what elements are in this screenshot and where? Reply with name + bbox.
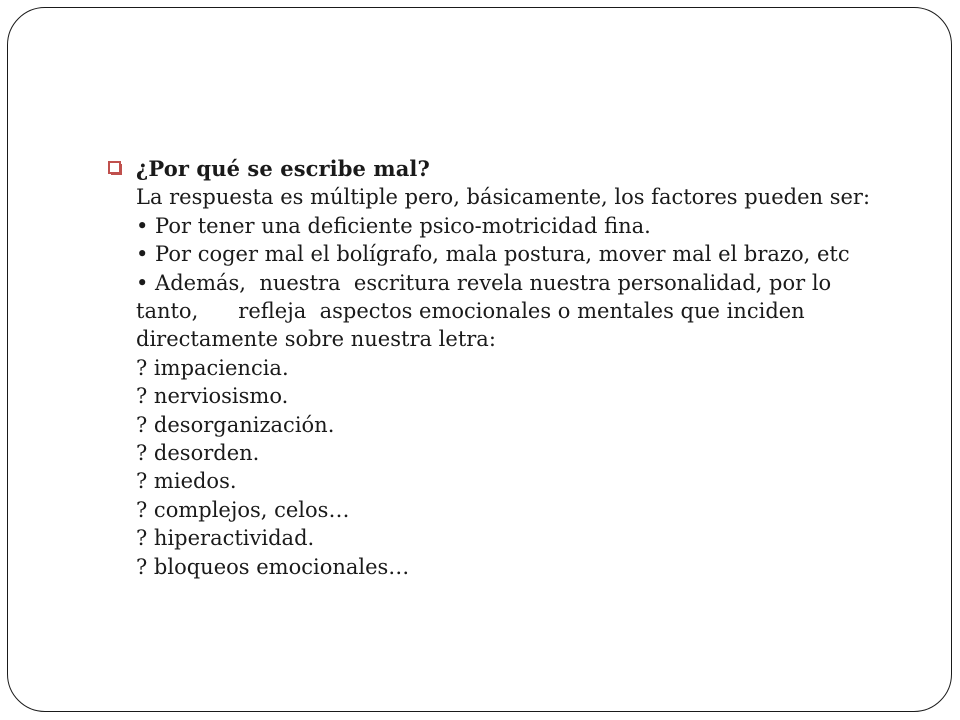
- slide-content: [108, 155, 871, 581]
- point-item: • Por coger mal el bolígrafo, mala postura, mover mal el brazo, etc: [136, 242, 850, 267]
- intro-text: La respuesta es múltiple pero, básicamente, los factores pueden ser:: [136, 185, 871, 210]
- factor-item: ? hiperactividad.: [136, 526, 315, 551]
- point-item: • Por tener una deficiente psico-motricidad fina.: [136, 213, 651, 238]
- slide-heading: ¿Por qué se escribe mal?: [136, 156, 430, 181]
- factor-item: ? impaciencia.: [136, 355, 289, 380]
- factor-item: ? bloqueos emocionales…: [136, 554, 410, 579]
- factor-item: ? nerviosismo.: [136, 384, 289, 409]
- factor-item: ? complejos, celos…: [136, 497, 350, 522]
- personality-line: • Además, nuestra escritura revela nuestra personalidad, por lo: [136, 270, 832, 295]
- hollow-square-bullet-icon: [108, 161, 122, 175]
- text-block: [136, 155, 871, 581]
- personality-line: directamente sobre nuestra letra:: [136, 327, 496, 352]
- factor-item: ? desorden.: [136, 441, 260, 466]
- factor-item: ? desorganización.: [136, 412, 335, 437]
- personality-line: tanto, refleja aspectos emocionales o mentales que inciden: [136, 299, 805, 324]
- factor-item: ? miedos.: [136, 469, 237, 494]
